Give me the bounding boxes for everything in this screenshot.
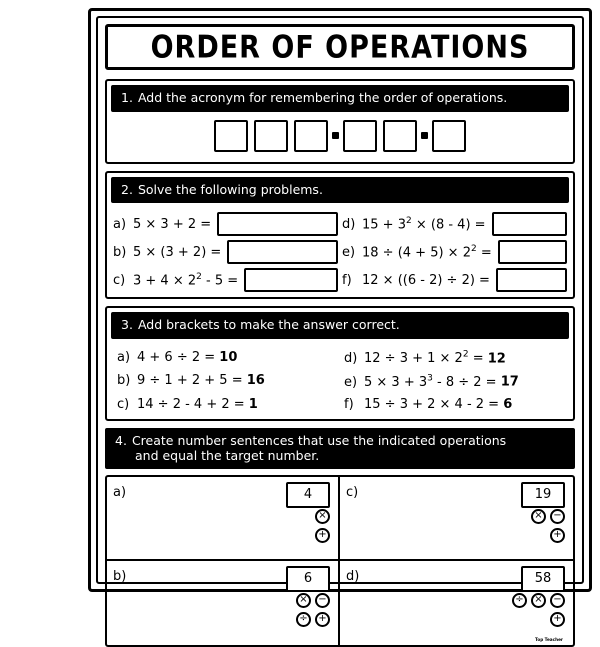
operation-row	[296, 593, 330, 608]
problem-expression: $12 \div 3 + 1 \times 2^2$ =	[364, 349, 488, 367]
acronym-answer-row	[111, 118, 569, 154]
problem-label: e)	[342, 244, 356, 260]
section-3-header	[111, 312, 569, 339]
divide-icon: ÷	[296, 612, 311, 627]
problem-answer: 10	[219, 349, 238, 365]
bracket-problem[interactable]	[344, 350, 565, 366]
bracket-problem[interactable]	[117, 373, 338, 389]
problem-answer: 16	[246, 373, 265, 389]
problem-item	[342, 268, 567, 292]
problem-label: c)	[117, 396, 130, 412]
section-4-heading-line2: and equal the target number.	[135, 448, 320, 464]
section-2	[105, 171, 575, 300]
problem-expression: 5 × 3 + 2 =	[133, 216, 212, 232]
problem-label: f)	[342, 272, 352, 288]
section-2-heading: Solve the following problems.	[137, 181, 323, 197]
acronym-box-6[interactable]	[432, 120, 466, 152]
bracket-problem[interactable]	[344, 397, 565, 412]
section-3	[105, 306, 575, 420]
problem-answer: 6	[503, 396, 513, 412]
multiply-icon: ×	[296, 593, 311, 608]
operation-icons	[315, 509, 330, 543]
section-2-number: 2.	[121, 181, 133, 197]
cell-label: d)	[346, 568, 360, 584]
problem-label: d)	[342, 216, 356, 232]
answer-box[interactable]	[217, 212, 338, 236]
answer-box[interactable]	[227, 240, 338, 264]
acronym-box-1[interactable]	[214, 120, 248, 152]
problem-expression: 4 + 6 ÷ 2 =	[137, 349, 220, 365]
section-3-number: 3.	[121, 317, 133, 333]
section-4	[105, 428, 575, 647]
problem-label: c)	[113, 272, 126, 288]
target-number-box	[521, 566, 565, 592]
operation-row	[296, 612, 330, 627]
target-number: 4	[303, 487, 313, 503]
answer-box[interactable]	[498, 240, 567, 264]
problem-item	[113, 268, 338, 292]
problem-expression: 12 × ((6 - 2) ÷ 2) =	[362, 272, 490, 288]
problem-expression: 5 × (3 + 2) =	[133, 244, 222, 260]
acronym-box-2[interactable]	[254, 120, 288, 152]
minus-icon: −	[550, 593, 565, 608]
operation-row	[315, 509, 330, 524]
problem-answer: 17	[500, 374, 519, 390]
problem-answer: 1	[248, 396, 258, 412]
target-number-box	[286, 482, 330, 508]
page-title: ORDER OF OPERATIONS	[150, 29, 530, 65]
section-4-header	[105, 428, 575, 469]
target-number: 6	[303, 571, 313, 587]
plus-icon: +	[315, 528, 330, 543]
number-sentence-cell-a[interactable]	[107, 477, 340, 561]
plus-icon: +	[550, 528, 565, 543]
bracket-problem[interactable]	[344, 373, 565, 389]
operation-row	[315, 528, 330, 543]
section-3-problem-grid	[111, 345, 569, 417]
problem-item	[342, 212, 567, 236]
section-1-header	[111, 85, 569, 112]
problem-item	[113, 240, 338, 264]
operation-icons	[512, 593, 565, 627]
acronym-box-3[interactable]	[294, 120, 328, 152]
separator-dot-1	[332, 132, 339, 139]
section-2-header	[111, 177, 569, 204]
problem-expression: $5 \times 3 + 3^3 - 8 \div 2$ =	[364, 373, 501, 390]
problem-expression: $3 + 4 \times 2^2 - 5$ =	[133, 272, 239, 289]
plus-icon: +	[550, 612, 565, 627]
problem-item	[113, 212, 338, 236]
number-sentence-cell-c[interactable]	[340, 477, 573, 561]
publisher-credit: Top Teacher	[535, 637, 563, 643]
problem-label: a)	[117, 349, 131, 365]
problem-label: a)	[113, 216, 127, 232]
problem-label: e)	[344, 374, 358, 390]
bracket-problem[interactable]	[117, 350, 338, 366]
answer-box[interactable]	[244, 268, 338, 292]
worksheet-page	[88, 8, 592, 643]
acronym-box-4[interactable]	[343, 120, 377, 152]
problem-expression: 9 ÷ 1 + 2 + 5 =	[137, 373, 247, 389]
problem-label: b)	[113, 244, 127, 260]
problem-expression: $15 + 3^2 \times (8 - 4)$ =	[362, 216, 486, 233]
problem-label: b)	[117, 373, 131, 389]
problem-label: f)	[344, 396, 354, 412]
problem-expression: $18 \div (4 + 5) \times 2^2$ =	[362, 244, 492, 261]
number-sentence-cell-d[interactable]	[340, 561, 573, 645]
problem-label: d)	[344, 351, 358, 367]
problem-item	[342, 240, 567, 264]
target-number: 58	[534, 571, 552, 587]
number-sentence-cell-b[interactable]	[107, 561, 340, 645]
plus-icon: +	[315, 612, 330, 627]
minus-icon: −	[315, 593, 330, 608]
target-number-box	[521, 482, 565, 508]
separator-dot-2	[421, 132, 428, 139]
cell-label: c)	[346, 484, 359, 500]
cell-label: b)	[113, 568, 127, 584]
minus-icon: −	[550, 509, 565, 524]
multiply-icon: ×	[315, 509, 330, 524]
problem-expression: 14 ÷ 2 - 4 + 2 =	[137, 396, 249, 412]
section-2-problem-grid	[111, 209, 569, 295]
operation-icons	[296, 593, 330, 627]
section-4-number: 4.	[115, 432, 127, 448]
operation-row	[512, 593, 565, 608]
section-1	[105, 79, 575, 164]
problem-answer: 12	[487, 351, 506, 367]
problem-expression: 15 ÷ 3 + 2 × 4 - 2 =	[364, 396, 504, 412]
bracket-problem[interactable]	[117, 397, 338, 412]
target-number: 19	[534, 487, 552, 503]
section-3-heading: Add brackets to make the answer correct.	[137, 317, 400, 333]
worksheet-title-box	[105, 24, 575, 70]
operation-row	[550, 612, 565, 627]
multiply-icon: ×	[531, 593, 546, 608]
divide-icon: ÷	[512, 593, 527, 608]
section-1-number: 1.	[121, 90, 133, 105]
operation-row	[550, 528, 565, 543]
answer-box[interactable]	[492, 212, 567, 236]
section-4-heading-line1: Create number sentences that use the indicated operations	[131, 432, 507, 448]
section-4-answer-grid	[105, 475, 575, 647]
section-1-heading: Add the acronym for remembering the order of operations.	[137, 90, 508, 105]
operation-row	[531, 509, 565, 524]
target-number-box	[286, 566, 330, 592]
operation-icons	[531, 509, 565, 543]
cell-label: a)	[113, 484, 127, 500]
acronym-box-5[interactable]	[383, 120, 417, 152]
answer-box[interactable]	[496, 268, 567, 292]
multiply-icon: ×	[531, 509, 546, 524]
